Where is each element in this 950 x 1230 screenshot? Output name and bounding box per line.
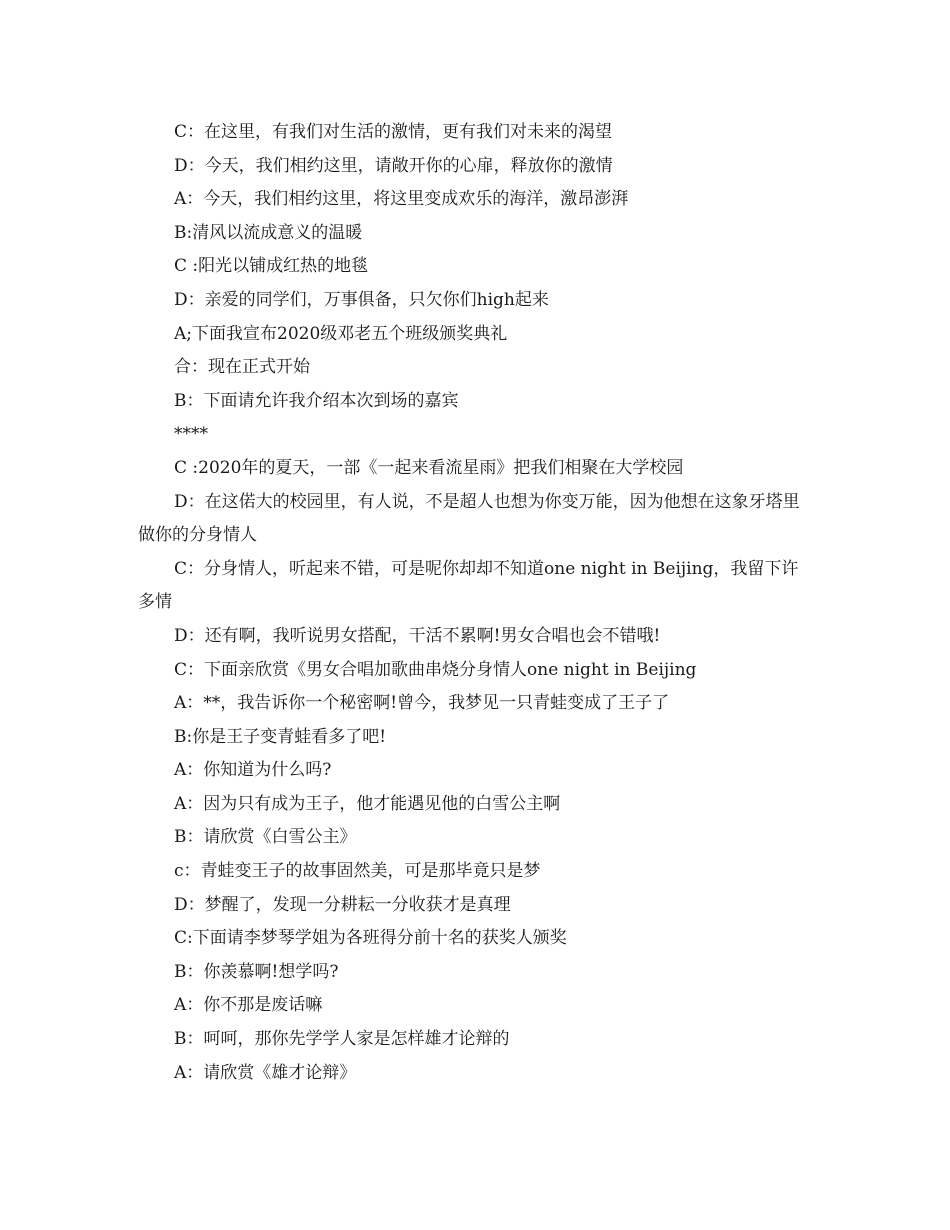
script-line: A：你知道为什么吗? bbox=[174, 760, 332, 781]
script-line: C：在这里，有我们对生活的激情，更有我们对未来的渴望 bbox=[174, 122, 613, 142]
script-line: C：下面亲欣赏《男女合唱加歌曲串烧分身情人one night in Beijing bbox=[174, 659, 697, 680]
script-line: C:下面请李梦琴学姐为各班得分前十名的获奖人颁奖 bbox=[174, 928, 567, 949]
script-line: A：**，我告诉你一个秘密啊!曾今，我梦见一只青蛙变成了王子了 bbox=[174, 693, 670, 714]
script-line: C :2020年的夏天，一部《一起来看流星雨》把我们相聚在大学校园 bbox=[174, 457, 684, 478]
script-line: A;下面我宣布2020级邓老五个班级颁奖典礼 bbox=[174, 323, 508, 344]
script-line: c：青蛙变王子的故事固然美，可是那毕竟只是梦 bbox=[174, 861, 541, 882]
script-line: C：分身情人，听起来不错，可是呢你却却不知道one night in Beijing，我留下许多情 bbox=[138, 558, 799, 613]
script-line: B：请欣赏《白雪公主》 bbox=[174, 827, 357, 848]
script-line: D：在这偌大的校园里，有人说，不是超人也想为你变万能，因为他想在这象牙塔里做你的分身情人 bbox=[138, 491, 800, 546]
script-line: D：还有啊，我听说男女搭配，干活不累啊!男女合唱也会不错哦! bbox=[174, 625, 661, 646]
script-line: 合：现在正式开始 bbox=[174, 357, 310, 378]
script-line: D：亲爱的同学们，万事俱备，只欠你们high起来 bbox=[174, 289, 549, 310]
script-line: B:你是王子变青蛙看多了吧! bbox=[174, 726, 387, 747]
section-separator: **** bbox=[174, 424, 208, 445]
script-line: B：呵呵，那你先学学人家是怎样雄才论辩的 bbox=[174, 1029, 510, 1050]
script-line: B:清风以流成意义的温暖 bbox=[174, 222, 363, 243]
script-line: A：今天，我们相约这里，将这里变成欢乐的海洋，激昂澎湃 bbox=[174, 189, 629, 210]
script-line: B：下面请允许我介绍本次到场的嘉宾 bbox=[174, 390, 459, 411]
script-line: B：你羡慕啊!想学吗? bbox=[174, 961, 339, 982]
script-line: A：因为只有成为王子，他才能遇见他的白雪公主啊 bbox=[174, 793, 561, 814]
script-line: D：梦醒了，发现一分耕耘一分收获才是真理 bbox=[174, 894, 511, 915]
script-line: C :阳光以铺成红热的地毯 bbox=[174, 256, 369, 277]
script-body bbox=[138, 116, 814, 1090]
script-line: A：你不那是废话嘛 bbox=[174, 995, 323, 1016]
script-line: A：请欣赏《雄才论辩》 bbox=[174, 1062, 357, 1083]
script-line: D：今天，我们相约这里，请敞开你的心扉，释放你的激情 bbox=[174, 155, 613, 176]
